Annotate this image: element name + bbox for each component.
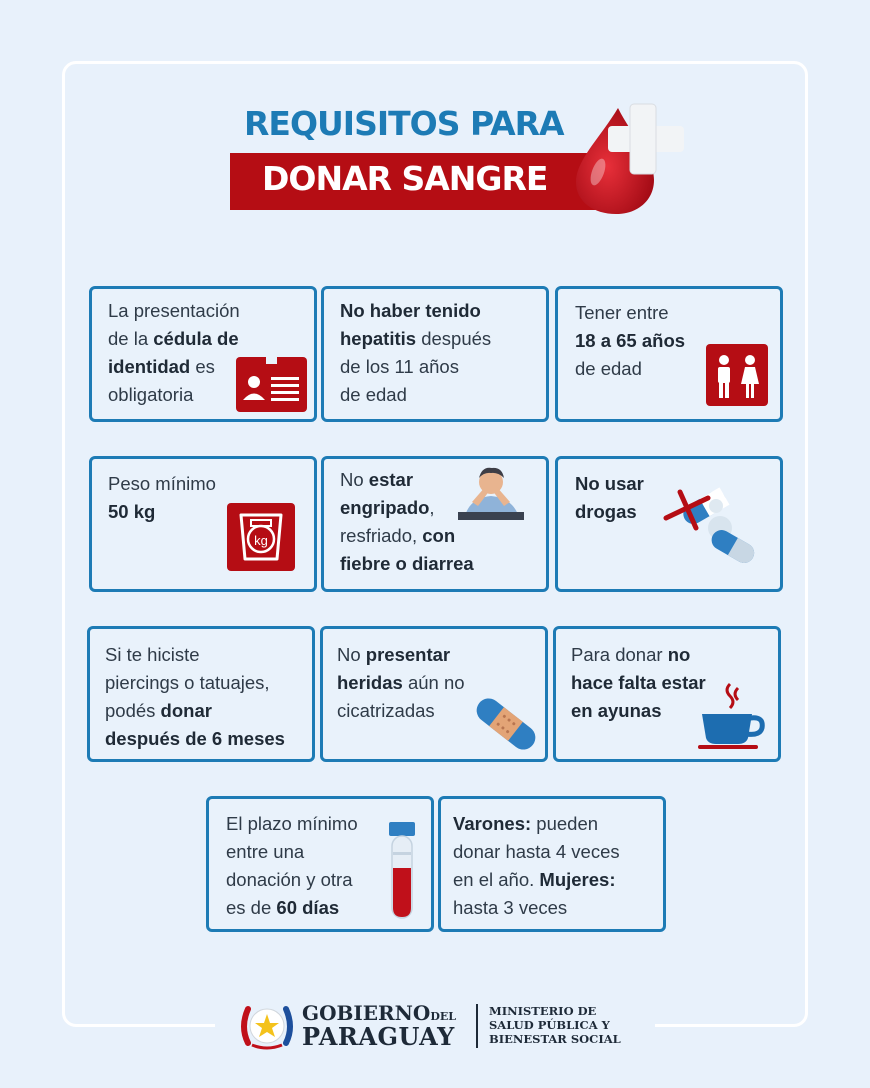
svg-text:kg: kg (254, 533, 268, 548)
card-text-heridas: No presentar heridas aún no cicatrizadas (337, 644, 465, 721)
blood-tube-icon (388, 822, 416, 922)
title-line-2: DONAR SANGRE (262, 159, 548, 198)
paraguay-wordmark: PARAGUAY (302, 1022, 455, 1051)
coffee-cup-icon (694, 682, 768, 752)
gobierno-wordmark: GOBIERNODEL (302, 1001, 457, 1025)
ministry-name: MINISTERIO DE SALUD PÚBLICA Y BIENESTAR SOCIAL (489, 1004, 621, 1046)
weight-scale-icon (227, 503, 295, 571)
card-text-peso: Peso mínimo 50 kg (108, 473, 216, 522)
card-text-plazo: El plazo mínimo entre una donación y otra es de 60 días (226, 813, 358, 918)
card-text-cedula: La presentación de la cédula de identidad es obligatoria (108, 300, 240, 405)
card-text-gripe: No estar engripado, resfriado, con fiebre o diarrea (340, 469, 474, 574)
card-text-veces: Varones: pueden donar hasta 4 veces en el año. Mujeres: hasta 3 veces (453, 813, 620, 918)
sick-person-icon (458, 462, 524, 524)
id-card-icon (236, 357, 307, 412)
pills-crossed-icon (662, 484, 760, 568)
bandage-icon (474, 694, 538, 754)
blood-drop-cross-icon (570, 102, 690, 217)
card-text-hepatitis: No haber tenido hepatitis después de los 11 años de edad (340, 300, 492, 405)
card-text-tatuajes: Si te hiciste piercings o tatuajes, podés donar después de 6 meses (105, 644, 285, 749)
card-text-ayunas: Para donar no hace falta estar en ayunas (571, 644, 706, 721)
title-line-1: REQUISITOS PARA (244, 104, 564, 143)
footer-divider (476, 1004, 478, 1048)
card-text-edad: Tener entre 18 a 65 años de edad (575, 302, 686, 379)
card-text-drogas: No usar drogas (575, 473, 644, 522)
paraguay-emblem-logo (238, 999, 296, 1051)
children-icon (706, 344, 768, 406)
